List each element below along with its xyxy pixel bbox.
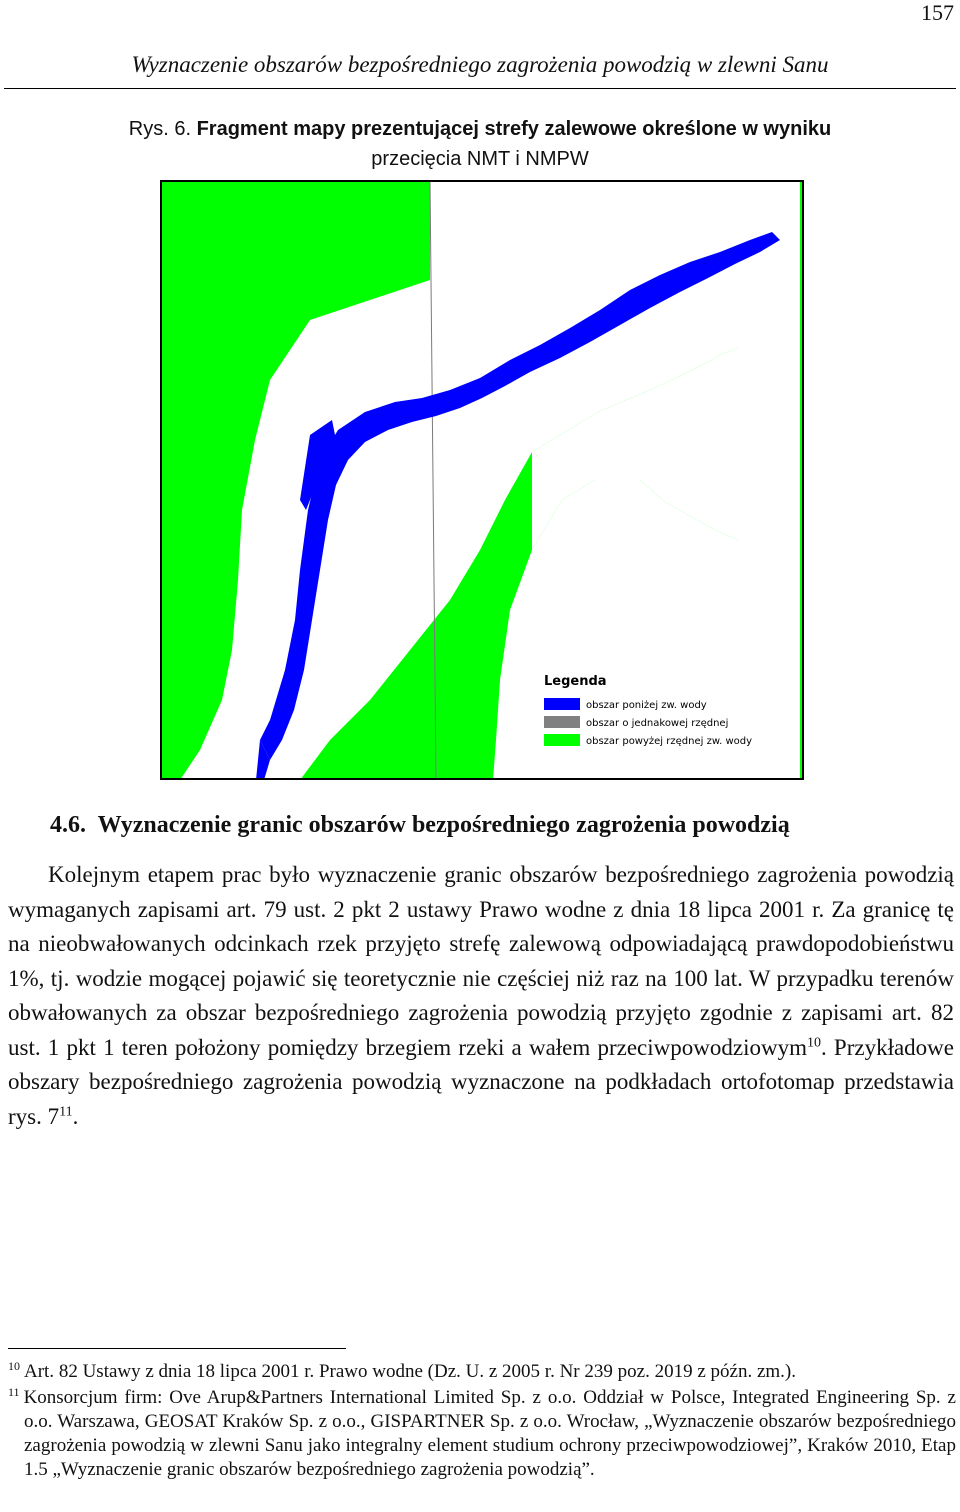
footnote-ref-11: 11 (59, 1103, 73, 1119)
footnote-10-text: Art. 82 Ustawy z dnia 18 lipca 2001 r. Prawo wodne (Dz. U. z 2005 r. Nr 239 poz. 2019 z późn. zm.). (24, 1361, 796, 1382)
footnote-10 (8, 1360, 956, 1384)
body-text (8, 858, 954, 1134)
figure-caption-line1 (0, 114, 960, 144)
body-part2: . Przykładowe obszary bezpośredniego zagrożenia powodzią wyznaczone na podkładach ortofotomap przedstawia rys. 7 (8, 1034, 954, 1129)
footnote-ref-10: 10 (806, 1034, 821, 1050)
header-rule (4, 88, 956, 89)
footnote-rule (8, 1348, 346, 1349)
legend-swatch-equal (544, 716, 580, 728)
running-header: Wyznaczenie obszarów bezpośredniego zagrożenia powodzią w zlewni Sanu (131, 52, 829, 77)
body-part1: Kolejnym etapem prac było wyznaczenie granic obszarów bezpośredniego zagrożenia powodzią wymaganych zapisami art. 79 ust. 2 pkt 2 ustawy Prawo wodne z dnia 18 lipca 2001 r. Za granicę tę na nieobwałowanych odcinkach rzek przyjęto strefę zalewową odpowiadającą prawdopodobieństwu 1%, tj. wodzie mogącej pojawić się teoretycznie nie częściej niż raz na 100 lat. W przypadku terenów obwałowanych za obszar bezpośredniego zagrożenia powodzią przyjęto zgodnie z zapisami art. 82 ust. 1 pkt 1 teren położony pomiędzy brzegiem rzeki a wałem przeciwpowodziowym (8, 862, 954, 1060)
legend-title: Legenda (544, 674, 607, 689)
flood-map-figure (160, 180, 804, 780)
legend-swatch-below (544, 698, 580, 710)
legend-label-below: obszar poniżej zw. wody (586, 700, 707, 711)
figure-label: Rys. 6. (128, 118, 192, 140)
page-number: 157 (921, 0, 954, 25)
figure-title: Fragment mapy prezentującej strefy zalewowe określone w wyniku (196, 118, 832, 140)
section-number: 4.6. (50, 812, 86, 838)
section-heading (50, 812, 790, 839)
body-paragraph (8, 858, 954, 1134)
legend-label-equal: obszar o jednakowej rzędnej (586, 718, 729, 729)
figure-title-line2: przecięcia NMT i NMPW (371, 148, 589, 170)
footnote-11-text: Konsorcjum firm: Ove Arup&Partners International Limited Sp. z o.o. Oddział w Polsce, Integrated Engineering Sp. z o.o. Warszawa, GEOSAT Kraków Sp. z o.o., GISPARTNER Sp. z o.o. Wrocław, „Wyznaczenie obszarów bezpośredniego zagrożenia powodzią w zlewni Sanu jako integralny element studium ochrony przeciwpowodziowej”, Kraków 2010, Etap 1.5 „Wyznaczenie granic obszarów bezpośredniego zagrożenia powodzią”. (23, 1387, 956, 1480)
legend-swatch-above (544, 734, 580, 746)
footnote-11 (8, 1386, 956, 1482)
footnote-11-number: 11 (8, 1384, 20, 1399)
flood-map (160, 180, 804, 780)
legend-label-above: obszar powyżej rzędnej zw. wody (586, 736, 753, 747)
footnotes (8, 1360, 956, 1484)
body-part3: . (72, 1103, 79, 1129)
footnote-10-number: 10 (8, 1358, 20, 1373)
section-title: Wyznaczenie granic obszarów bezpośredniego zagrożenia powodzią (97, 812, 790, 838)
figure-caption (0, 114, 960, 174)
